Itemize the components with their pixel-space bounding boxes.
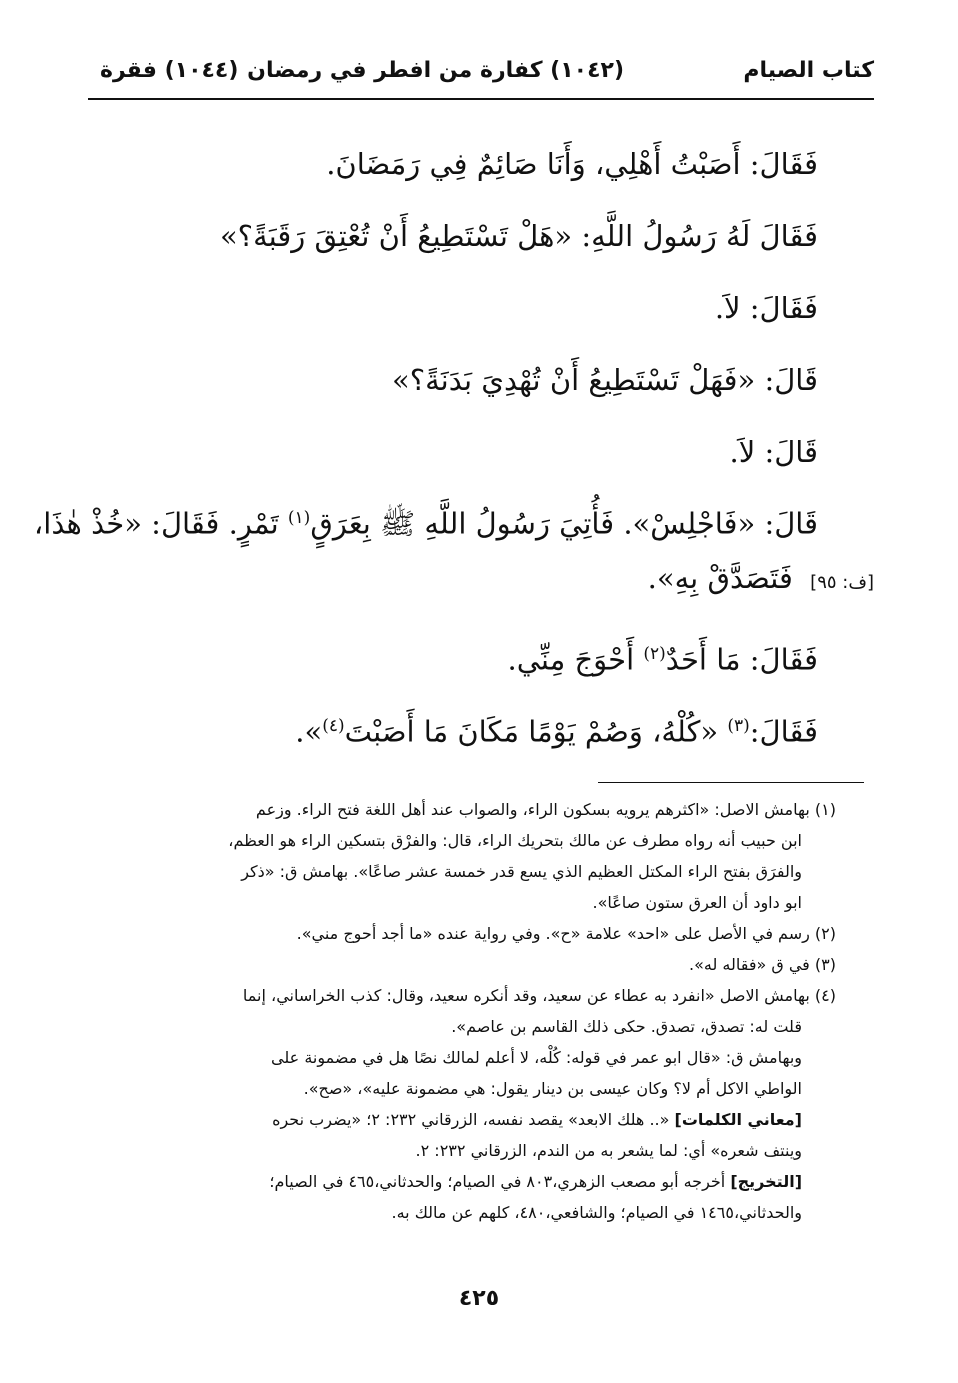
- header-rule: [88, 98, 874, 100]
- hadith-text: [33, 128, 874, 762]
- footnote-line: والحدثاني،١٤٦٥ في الصيام؛ والشافعي،٤٨٠، كلهم عن مالك به.: [391, 1203, 802, 1222]
- hadith-segment: فَقَالَ: مَا أَحَدٌ: [665, 642, 818, 677]
- footnote-line: ابن حبيب أنه رواه مطرف عن مالك بتحريك الراء، قال: والفرْق بتسكين الراء هو العظم،: [228, 831, 802, 850]
- footnote-ref: (١): [287, 508, 311, 528]
- hadith-line: [33, 488, 818, 548]
- footnote-text: أخرجه أبو مصعب الزهري،٨٠٣ في الصيام؛ والحدثاني،٤٦٥ في الصيام؛: [269, 1172, 726, 1191]
- hadith-line: قَالَ: «فَهَلْ تَسْتَطِيعُ أَنْ تُهْدِيَ بَدَنَةً؟»: [392, 363, 818, 397]
- hadith-segment: «كُلْهُ، وَصُمْ يَوْمًا مَكَانَ مَا أَصَبْتَ: [344, 714, 719, 749]
- hadith-segment: تَمْرٍ. فَقَالَ: «خُذْ هٰذَا،: [33, 506, 279, 541]
- folio-marker: [ف: ٩٥]: [810, 572, 874, 593]
- footnote-line: [96, 1166, 836, 1197]
- footnote-ref: (٢): [643, 644, 666, 664]
- footnote-line: (٣) في ق «فقاله له».: [688, 955, 836, 974]
- page-number: ٤٢٥: [458, 1286, 500, 1311]
- book-title: كتاب الصيام: [743, 58, 874, 83]
- footnote-line: (٤) بهامش الاصل «انفرد به عطاء عن سعيد، وقد أنكره سعيد، وقال: كذب الخراساني، إنما: [242, 986, 836, 1005]
- footnote-line: [96, 1104, 836, 1135]
- footnote-ref: (٣): [727, 716, 750, 736]
- footnote-line: وينتف شعره» أي: لما يشعر به من الندم، الزرقاني ٢٣٢: ٢.: [415, 1141, 802, 1160]
- footnote-ref: (٤): [322, 716, 345, 736]
- footnote-line: والفرَق بفتح الراء المكتل العظيم الذي يسع قدر خمسة عشر صاعًا». بهامش ق: «ذكر: [241, 862, 802, 881]
- hadith-line: [88, 548, 874, 618]
- footnote-line: (٢) رسم في الأصل على «احد» علامة «ح». وفي رواية عنده «ما أجد أحوج مني».: [296, 924, 836, 943]
- footnote-line: الواطي الاكل أم لا؟ وكان عيسى بن دينار يقول: هي مضمونة عليه»، «صح».: [303, 1079, 802, 1098]
- hadith-segment: أَحْوَجَ مِنِّي.: [507, 642, 635, 677]
- hadith-segment: فَقَالَ:: [749, 714, 818, 749]
- footnote-line: قلت له: تصدق، تصدق. حكى ذلك القاسم بن عاصم».: [451, 1017, 802, 1036]
- hadith-line: فَقَالَ لَهُ رَسُولُ اللَّهِ: «هَلْ تَسْتَطِيعُ أَنْ تُعْتِقَ رَقَبَةً؟»: [219, 219, 818, 253]
- footnote-line: وبهامش ق: «قال ابو عمر في قوله: كُلْه، لا أعلم لمالك نصًا هل في مضمونة على: [271, 1048, 802, 1067]
- hadith-line: فَقَالَ: أَصَبْتُ أَهْلِي، وَأَنَا صَائِمٌ فِي رَمَضَانَ.: [326, 147, 818, 181]
- hadith-segment: ».: [295, 714, 323, 749]
- footnote-line: ابو داود أن العرق ستون صاعًا».: [592, 893, 802, 912]
- hadith-line: فَقَالَ: لاَ.: [714, 291, 818, 325]
- paragraph-reference: (١٠٤٤) فقرة: [100, 58, 239, 83]
- takhrij-label: [التخريج]: [730, 1172, 802, 1191]
- chapter-title: (١٠٤٢) كفارة من افطر في رمضان: [247, 58, 624, 83]
- hadith-line: [88, 618, 818, 690]
- hadith-line: قَالَ: لاَ.: [729, 435, 818, 469]
- hadith-segment: فَتَصَدَّقْ بِهِ».: [647, 561, 793, 595]
- hadith-segment: قَالَ: «فَاجْلِسْ». فَأُتِيَ رَسُولُ اللَّهِ ﷺ بِعَرَقٍ: [310, 506, 818, 541]
- footnotes: [96, 794, 836, 1228]
- footnote-separator: [598, 782, 864, 783]
- footnote-text: «.. هلك الابعد» يقصد نفسه، الزرقاني ٢٣٢: ٢؛ «يضرب نحره: [272, 1110, 670, 1129]
- meanings-label: [معاني الكلمات]: [674, 1110, 802, 1129]
- footnote-line: (١) بهامش الاصل: «اكثرهم يرويه بسكون الراء، والصواب عند أهل اللغة فتح الراء. وزعم: [255, 800, 836, 819]
- running-header: [88, 54, 874, 94]
- hadith-line: [88, 690, 818, 762]
